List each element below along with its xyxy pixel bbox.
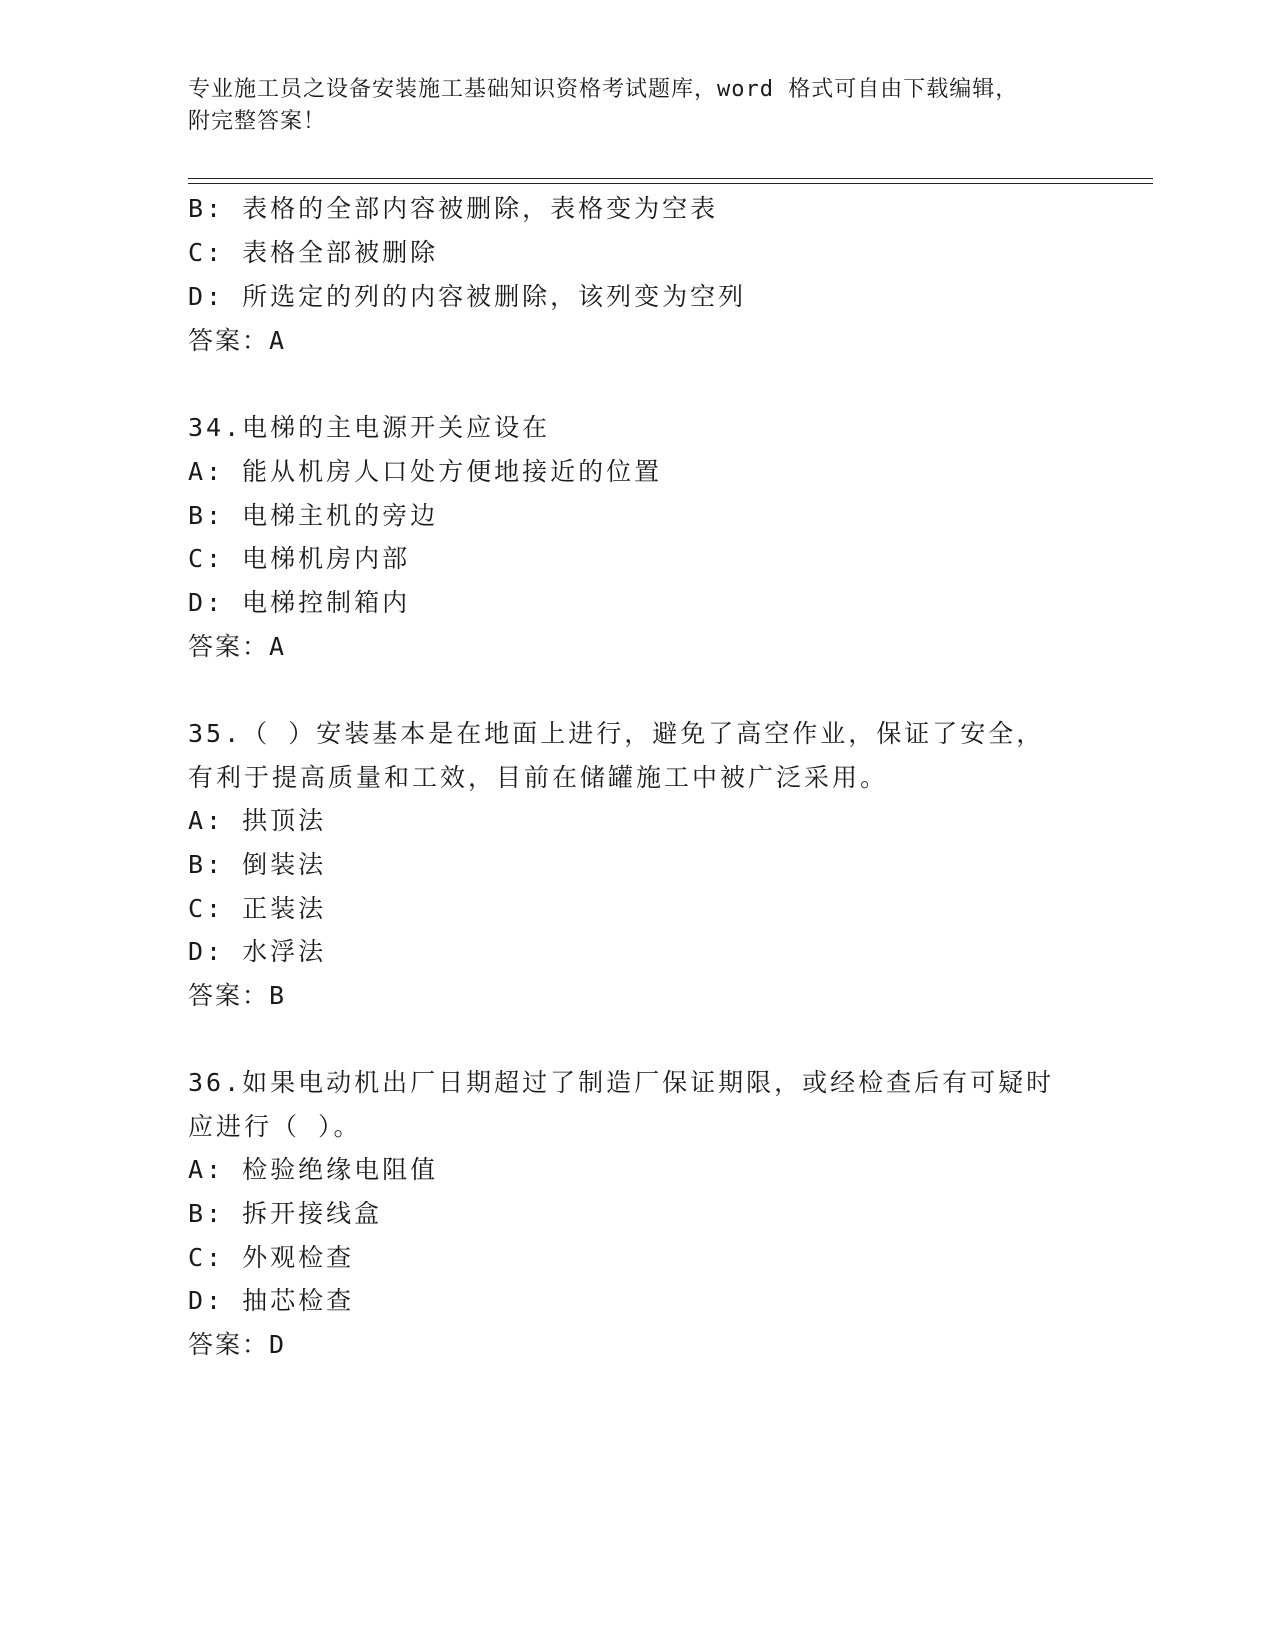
q33-option-c: C: 表格全部被删除 — [188, 238, 439, 267]
q36-option-b: B: 拆开接线盒 — [188, 1199, 383, 1228]
q36-answer — [188, 1329, 284, 1361]
q33-option-b: B: 表格的全部内容被删除，表格变为空表 — [188, 194, 719, 223]
answer-value: D — [269, 1330, 285, 1359]
answer-value: B — [269, 981, 285, 1010]
q34-option-d: D: 电梯控制箱内 — [188, 588, 411, 617]
q36-option-a: A: 检验绝缘电阻值 — [188, 1155, 439, 1184]
answer-value: A — [269, 326, 285, 355]
q36-option-c: C: 外观检查 — [188, 1243, 355, 1272]
answer-label: 答案： — [188, 632, 270, 661]
q34-option-c: C: 电梯机房内部 — [188, 544, 411, 573]
q34-option-b: B: 电梯主机的旁边 — [188, 501, 439, 530]
q34-answer — [188, 631, 284, 663]
answer-label: 答案： — [188, 981, 270, 1010]
header-title-line-2: 附完整答案！ — [188, 109, 327, 134]
q34-stem: 34.电梯的主电源开关应设在 — [188, 413, 551, 442]
q34-option-a: A: 能从机房人口处方便地接近的位置 — [188, 457, 663, 486]
q35-answer — [188, 980, 284, 1012]
q35-option-b: B: 倒装法 — [188, 850, 327, 879]
q35-stem-line-2: 有利于提高质量和工效，目前在储罐施工中被广泛采用。 — [188, 763, 889, 792]
q36-stem-line-1: 36.如果电动机出厂日期超过了制造厂保证期限，或经检查后有可疑时 — [188, 1068, 1055, 1097]
header-title-line-1: 专业施工员之设备安装施工基础知识资格考试题库，word 格式可自由下载编辑， — [188, 77, 1019, 102]
q36-stem-line-2: 应进行（ ）。 — [188, 1112, 362, 1141]
document-header — [188, 74, 1088, 138]
q36-option-d: D: 抽芯检查 — [188, 1286, 355, 1315]
answer-label: 答案： — [188, 326, 270, 355]
q33-answer — [188, 325, 284, 357]
answer-label: 答案： — [188, 1330, 270, 1359]
q35-option-a: A: 拱顶法 — [188, 806, 327, 835]
q35-option-d: D: 水浮法 — [188, 937, 327, 966]
header-divider-top — [188, 178, 1153, 179]
q35-option-c: C: 正装法 — [188, 894, 327, 923]
q35-stem-line-1: 35.（ ）安装基本是在地面上进行，避免了高空作业，保证了安全， — [188, 719, 1045, 748]
q33-option-d: D: 所选定的列的内容被删除，该列变为空列 — [188, 282, 747, 311]
answer-value: A — [269, 632, 285, 661]
header-divider-bottom — [188, 183, 1153, 184]
